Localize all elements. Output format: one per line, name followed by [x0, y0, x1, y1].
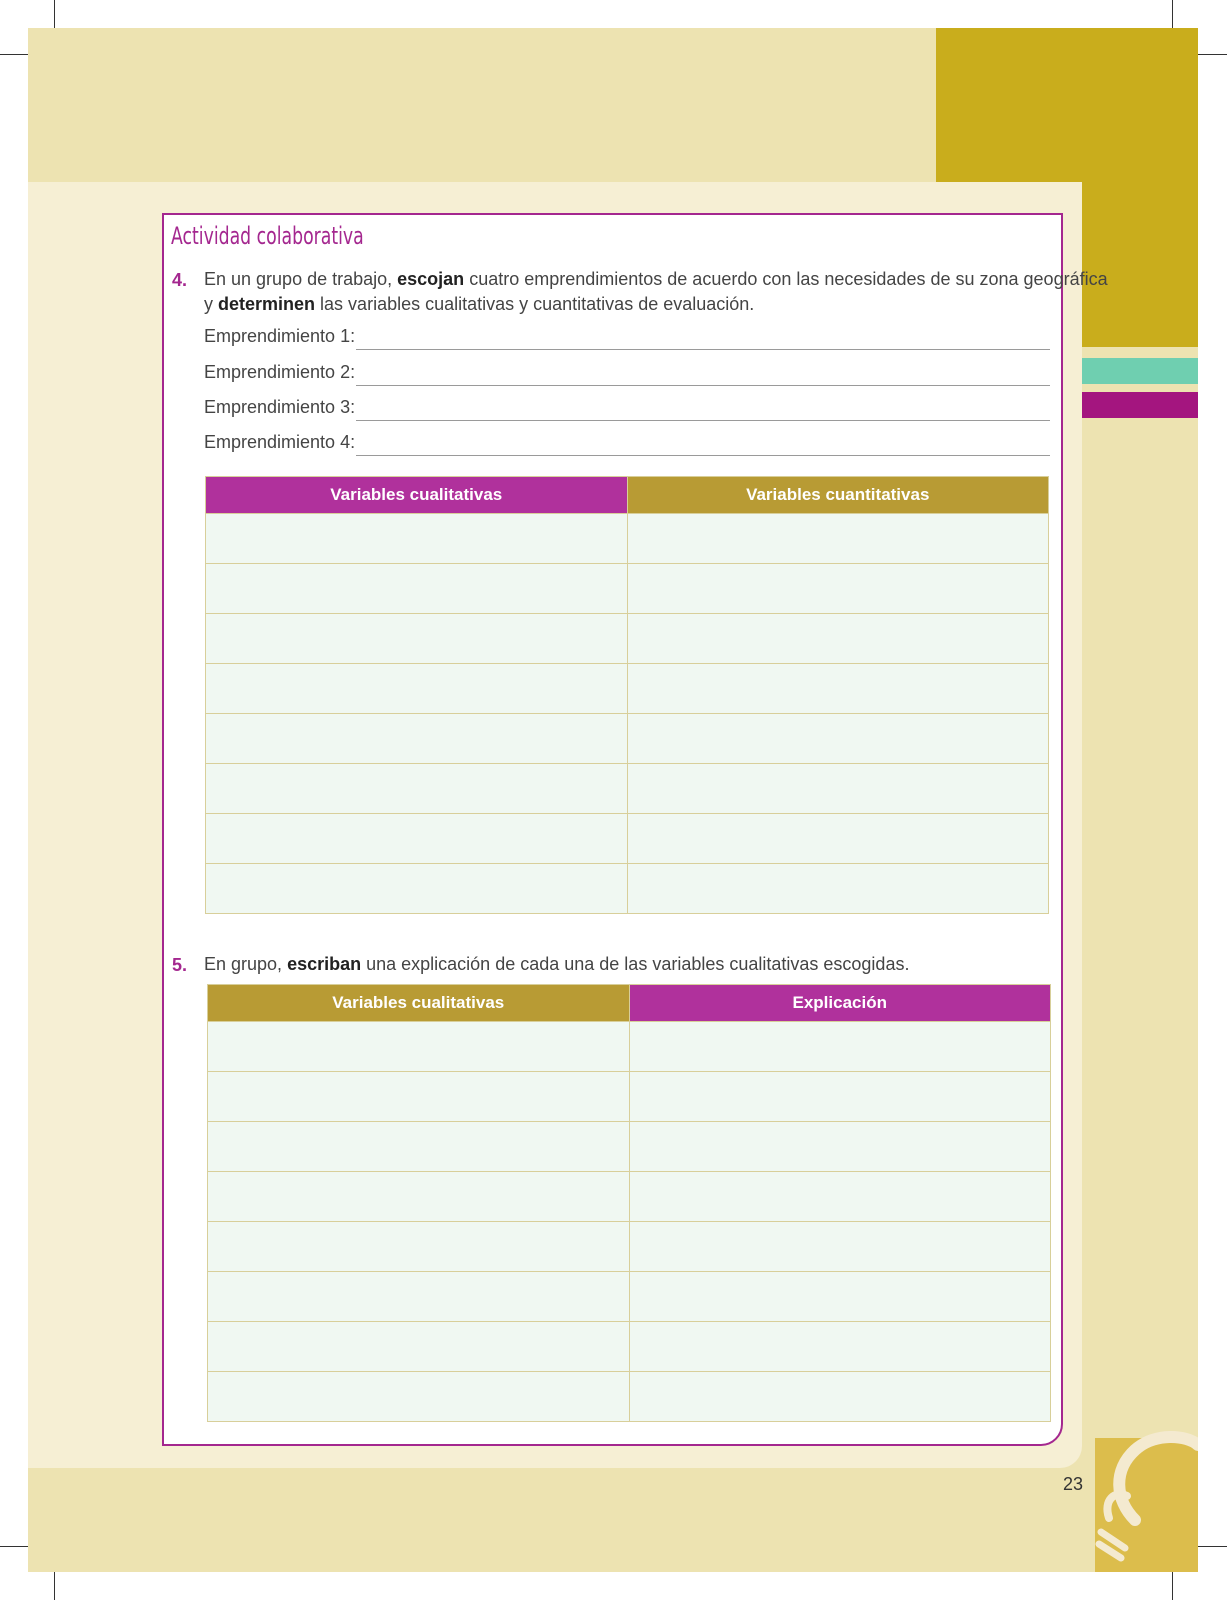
answer-cell[interactable]: [627, 664, 1049, 714]
crop-mark: [0, 54, 28, 55]
answer-cell[interactable]: [208, 1172, 630, 1222]
emprendimiento-label: Emprendimiento 3:: [204, 397, 356, 417]
table-row: [208, 1122, 1051, 1172]
answer-cell[interactable]: [206, 514, 628, 564]
table-row: [208, 1322, 1051, 1372]
question-4-line-2: [204, 292, 754, 317]
answer-cell[interactable]: [627, 864, 1049, 914]
variables-table-q4: [205, 476, 1049, 914]
q4-line2-post: las variables cualitativas y cuantitativas de evaluación.: [315, 294, 755, 314]
table-row: [206, 564, 1049, 614]
table-row: [206, 764, 1049, 814]
table-row: [208, 1272, 1051, 1322]
answer-cell[interactable]: [629, 1222, 1051, 1272]
table-row: [206, 514, 1049, 564]
emprendimiento-answer-line[interactable]: [356, 420, 1050, 421]
answer-cell[interactable]: [627, 714, 1049, 764]
table-row: [208, 1072, 1051, 1122]
answer-cell[interactable]: [629, 1372, 1051, 1422]
table-row: [208, 1172, 1051, 1222]
answer-cell[interactable]: [627, 514, 1049, 564]
emprendimiento-answer-line[interactable]: [356, 455, 1050, 456]
emprendimiento-answer-line[interactable]: [356, 349, 1050, 350]
emprendimiento-row: [204, 432, 1050, 458]
crop-mark: [0, 1546, 28, 1547]
crop-mark: [54, 0, 55, 28]
answer-cell[interactable]: [629, 1322, 1051, 1372]
answer-cell[interactable]: [206, 564, 628, 614]
table-body: [206, 514, 1049, 914]
answer-cell[interactable]: [629, 1122, 1051, 1172]
emprendimiento-label: Emprendimiento 1:: [204, 326, 356, 346]
answer-cell[interactable]: [206, 864, 628, 914]
table-body: [208, 1022, 1051, 1422]
table-row: [206, 664, 1049, 714]
explanation-table-q5: [207, 984, 1051, 1422]
answer-cell[interactable]: [627, 564, 1049, 614]
magenta-tab-strip: [1082, 392, 1198, 418]
answer-cell[interactable]: [206, 664, 628, 714]
emprendimiento-answer-line[interactable]: [356, 385, 1050, 386]
answer-cell[interactable]: [627, 614, 1049, 664]
emprendimiento-row: [204, 397, 1050, 423]
answer-cell[interactable]: [208, 1272, 630, 1322]
header-variables-cuantitativas: Variables cuantitativas: [627, 477, 1049, 514]
answer-cell[interactable]: [629, 1022, 1051, 1072]
crop-mark: [1198, 1546, 1227, 1547]
header-variables-cualitativas: Variables cualitativas: [206, 477, 628, 514]
header-variables-cualitativas: Variables cualitativas: [208, 985, 630, 1022]
answer-cell[interactable]: [208, 1022, 630, 1072]
answer-cell[interactable]: [208, 1372, 630, 1422]
page-number: 23: [1063, 1474, 1084, 1494]
lightbulb-icon: [1095, 1400, 1198, 1572]
activity-title: Actividad colaborativa: [171, 222, 364, 250]
answer-cell[interactable]: [206, 714, 628, 764]
q5-text-bold: escriban: [287, 954, 362, 974]
q4-line1-bold: escojan: [397, 269, 465, 289]
emprendimiento-label: Emprendimiento 2:: [204, 362, 356, 382]
teal-tab-strip: [1082, 358, 1198, 384]
emprendimiento-row: [204, 326, 1050, 352]
emprendimiento-label: Emprendimiento 4:: [204, 432, 356, 452]
emprendimiento-row: [204, 362, 1050, 388]
answer-cell[interactable]: [208, 1222, 630, 1272]
table-row: [208, 1222, 1051, 1272]
crop-mark: [1172, 1572, 1173, 1600]
answer-cell[interactable]: [208, 1122, 630, 1172]
answer-cell[interactable]: [208, 1072, 630, 1122]
header-explicacion: Explicación: [629, 985, 1051, 1022]
table-row: [206, 614, 1049, 664]
q4-line1-post: cuatro emprendimientos de acuerdo con las necesidades de su zona geográfica: [464, 269, 1108, 289]
q4-line2-bold: determinen: [218, 294, 316, 314]
q5-text-pre: En grupo,: [204, 954, 288, 974]
answer-cell[interactable]: [208, 1322, 630, 1372]
question-4-number: 4.: [172, 270, 188, 290]
crop-mark: [1198, 54, 1227, 55]
table-row: [206, 714, 1049, 764]
answer-cell[interactable]: [629, 1172, 1051, 1222]
answer-cell[interactable]: [629, 1072, 1051, 1122]
answer-cell[interactable]: [627, 764, 1049, 814]
question-4-line-1: [204, 267, 1108, 292]
answer-cell[interactable]: [206, 764, 628, 814]
question-5-number: 5.: [172, 955, 188, 975]
question-5-text: [204, 952, 909, 977]
answer-cell[interactable]: [629, 1272, 1051, 1322]
answer-cell[interactable]: [206, 614, 628, 664]
q4-line1-pre: En un grupo de trabajo,: [204, 269, 398, 289]
crop-mark: [54, 1572, 55, 1600]
table-row: [208, 1372, 1051, 1422]
table-row: [206, 814, 1049, 864]
crop-mark: [1172, 0, 1173, 28]
table-row: [206, 864, 1049, 914]
q5-text-post: una explicación de cada una de las variables cualitativas escogidas.: [361, 954, 910, 974]
table-row: [208, 1022, 1051, 1072]
q4-line2-pre: y: [204, 294, 219, 314]
answer-cell[interactable]: [206, 814, 628, 864]
answer-cell[interactable]: [627, 814, 1049, 864]
